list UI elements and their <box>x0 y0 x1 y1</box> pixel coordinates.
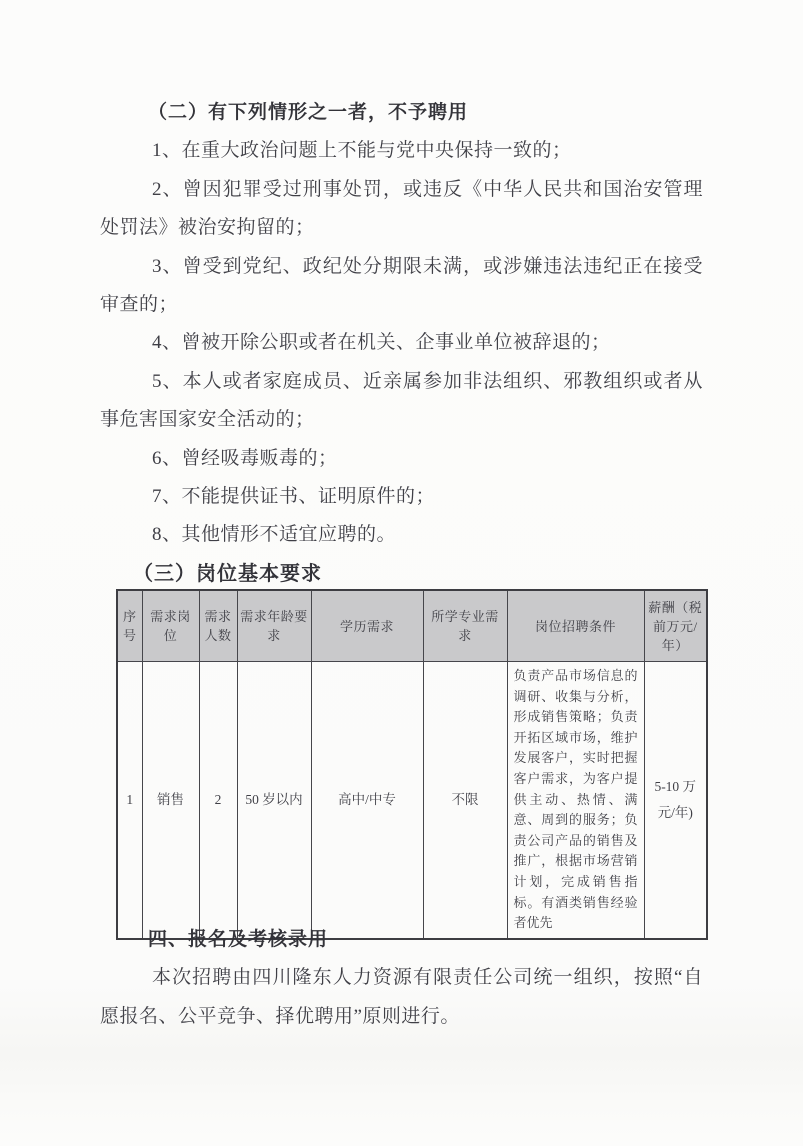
section-4-heading: 四、报名及考核录用 <box>148 929 329 950</box>
header-headcount: 需求人数 <box>199 590 237 662</box>
header-age: 需求年龄要求 <box>237 590 311 662</box>
list-item-7: 7、不能提供证书、证明原件的； <box>152 486 436 508</box>
cell-major: 不限 <box>423 662 507 939</box>
job-requirements-table <box>116 589 708 940</box>
list-item-3: 3、曾受到党纪、政纪处分期限未满，或涉嫌违法违纪正在接受 <box>152 255 703 277</box>
list-item-8: 8、其他情形不适宜应聘的。 <box>152 524 397 546</box>
apply-paragraph: 本次招聘由四川隆东人力资源有限责任公司统一组织，按照“自 <box>152 967 703 989</box>
cell-conditions: 负责产品市场信息的调研、收集与分析，形成销售策略；负责开拓区域市场，维护发展客户，实时把握客户需求，为客户提供主动、热情、满意、周到的服务；负责公司产品的销售及推广，根据市场营销计划，完成销售指标。有酒类销售经验者优先 <box>507 662 644 939</box>
list-item-5-cont: 事危害国家安全活动的； <box>100 409 315 431</box>
list-item-2: 2、曾因犯罪受过刑事处罚，或违反《中华人民共和国治安管理 <box>152 178 703 200</box>
header-salary: 薪酬（税前万元/年） <box>644 590 707 662</box>
application-section <box>100 921 703 1036</box>
cell-education: 高中/中专 <box>311 662 423 939</box>
table-header-row <box>117 590 707 662</box>
header-education: 学历需求 <box>311 590 423 662</box>
header-major: 所学专业需求 <box>423 590 507 662</box>
cell-headcount: 2 <box>199 662 237 939</box>
list-item-6: 6、曾经吸毒贩毒的； <box>152 447 338 469</box>
list-item-3-cont: 审查的； <box>100 294 179 316</box>
apply-paragraph-cont: 愿报名、公平竞争、择优聘用”原则进行。 <box>100 1005 460 1027</box>
table-row <box>117 662 707 939</box>
cell-age: 50 岁以内 <box>237 662 311 939</box>
list-item-2-cont: 处罚法》被治安拘留的； <box>100 217 315 239</box>
section-2-heading: （二）有下列情形之一者，不予聘用 <box>148 102 469 123</box>
cell-seq: 1 <box>117 662 142 939</box>
disqualification-section <box>100 94 703 593</box>
header-conditions: 岗位招聘条件 <box>507 590 644 662</box>
list-item-4: 4、曾被开除公职或者在机关、企事业单位被辞退的； <box>152 332 611 354</box>
header-seq: 序号 <box>117 590 142 662</box>
list-item-1: 1、在重大政治问题上不能与党中央保持一致的； <box>152 140 572 162</box>
cell-salary: 5-10 万元/年) <box>644 662 707 939</box>
list-item-5: 5、本人或者家庭成员、近亲属参加非法组织、邪教组织或者从 <box>152 370 703 392</box>
section-3-heading: （三）岗位基本要求 <box>133 562 322 585</box>
header-position: 需求岗位 <box>142 590 199 662</box>
cell-position: 销售 <box>142 662 199 939</box>
